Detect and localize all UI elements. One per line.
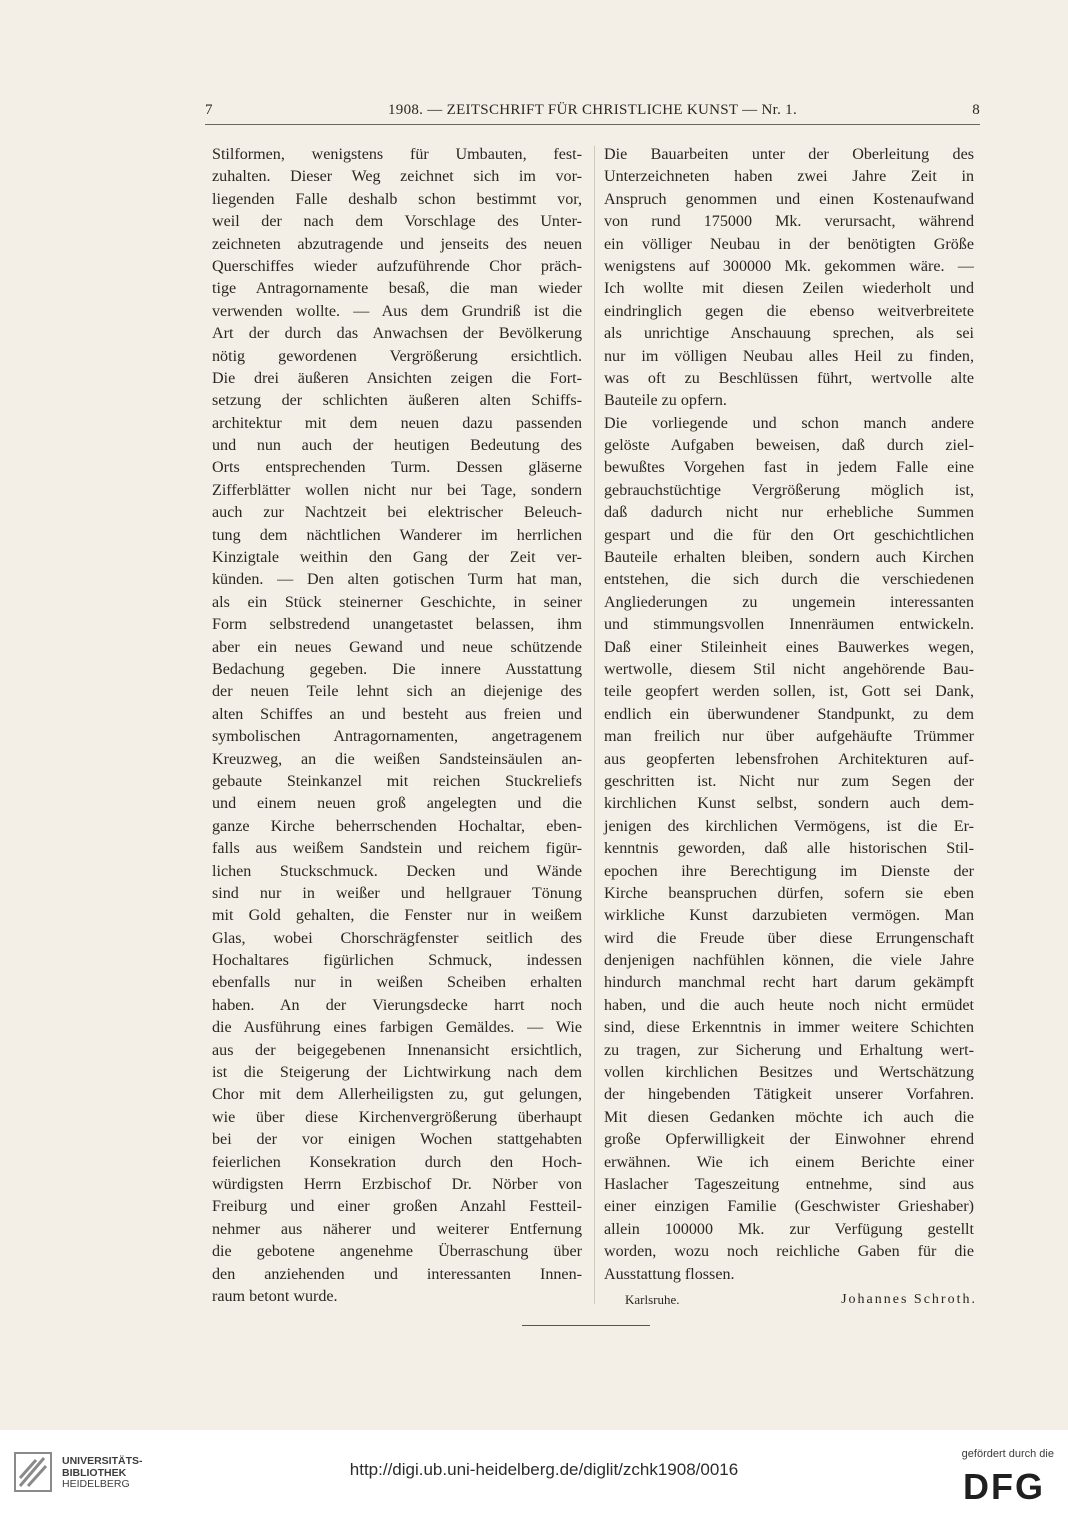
- left-column: [212, 144, 582, 1308]
- left-column-line: tige Antragornamente besaß, die man wieder: [212, 280, 582, 298]
- column-divider: [594, 146, 595, 1304]
- left-column-line: ist die Steigerung der Lichtwirkung nach dem: [212, 1064, 582, 1082]
- right-column-line: Bauteile zu opfern.: [604, 392, 727, 410]
- right-column-line: Kirche beanspruchen dürfen, sofern sie eben: [604, 884, 974, 902]
- right-column-line: Ich wollte mit diesen Zeilen wiederholt und: [604, 280, 974, 298]
- right-column-line: von rund 175000 Mk. verursacht, während: [604, 213, 974, 231]
- right-column-line: hindurch manchmal recht hart darum gekämpft: [604, 974, 974, 992]
- left-column-line: auch zur Nachtzeit bei elektrischer Beleuch-: [212, 504, 582, 522]
- right-column-line: Die Bauarbeiten unter der Oberleitung des: [604, 146, 974, 163]
- left-column-line: würdigsten Herrn Erzbischof Dr. Nörber von: [212, 1175, 582, 1193]
- left-column-line: die Ausführung eines farbigen Gemäldes. — Wie: [212, 1019, 582, 1037]
- right-column-line: was oft zu Beschlüssen führt, wertvolle alte: [604, 369, 974, 387]
- right-column-line: man freilich nur über aufgehäufte Trümmer: [604, 728, 974, 746]
- right-column-line: der hingebenden Tätigkeit unserer Vorfahren.: [604, 1086, 974, 1104]
- signature-place: Karlsruhe.: [625, 1292, 680, 1307]
- left-column-line: Die drei äußeren Ansichten zeigen die Fort-: [212, 369, 582, 387]
- left-column-line: Chor mit dem Allerheiligsten zu, gut gelungen,: [212, 1086, 582, 1104]
- right-column-line: Daß einer Stileinheit eines Bauwerkes wegen,: [604, 638, 974, 656]
- left-column-line: den anziehenden und interessanten Innen-: [212, 1265, 582, 1283]
- left-column-line: Form selbstredend unangetastet belassen, ihm: [212, 616, 582, 634]
- right-column-line: nur im völligen Neubau alles Heil zu finden,: [604, 347, 974, 365]
- left-column-line: die gebotene angenehme Überraschung über: [212, 1243, 582, 1261]
- left-column-line: feierlichen Konsekration durch den Hoch-: [212, 1153, 582, 1171]
- right-column-line: Bauteile erhalten bleiben, sondern auch Kirchen: [604, 549, 974, 567]
- right-column-line: gespart und die für den Ort geschichtlichen: [604, 526, 974, 544]
- left-column-line: wie über diese Kirchenvergrößerung überhaupt: [212, 1108, 582, 1126]
- left-column-line: lichen Stuckschmuck. Decken und Wände: [212, 862, 582, 880]
- left-column-line: nötig gewordenen Vergrößerung ersichtlich.: [212, 347, 582, 365]
- permalink-url[interactable]: http://digi.ub.uni-heidelberg.de/diglit/zchk1908/0016: [349, 1460, 739, 1479]
- right-column-line: teile geopfert werden sollen, ist, Gott sei Dank,: [604, 683, 974, 701]
- left-column-line: aus der beigegebenen Innenansicht ersichtlich,: [212, 1041, 582, 1059]
- left-column-line: setzung der schlichten äußeren alten Schiffs-: [212, 392, 582, 410]
- left-column-line: tung dem nächtlichen Wanderer im herrlichen: [212, 526, 582, 544]
- right-column-line: erwähnen. Wie ich einem Berichte einer: [604, 1153, 974, 1171]
- left-column-line: ebenfalls nur in weißen Scheiben erhalten: [212, 974, 582, 992]
- right-column-line: sind, diese Erkenntnis in immer weitere Schichten: [604, 1019, 974, 1037]
- running-header: [205, 102, 980, 122]
- left-column-line: und einem neuen groß angelegten und die: [212, 795, 582, 813]
- right-column-line: einer einzigen Familie (Geschwister Grieshaber): [604, 1198, 974, 1216]
- right-column-line: eindringlich gegen die ebenso weitverbreitete: [604, 302, 974, 320]
- left-column-line: Freiburg und einer großen Anzahl Festteil-: [212, 1198, 582, 1216]
- right-column-line: große Opferwilligkeit der Einwohner ehrend: [604, 1131, 974, 1149]
- right-column-line: wenigstens auf 300000 Mk. gekommen wäre. —: [604, 257, 974, 275]
- right-column-line: wertwolle, diesem Stil nicht angehörende Bau-: [604, 660, 974, 678]
- left-column-line: mit Gold gehalten, die Fenster nur in weißem: [212, 907, 582, 925]
- journal-title: 1908. — ZEITSCHRIFT FÜR CHRISTLICHE KUNST — Nr. 1.: [387, 102, 798, 118]
- left-column-line: architektur mit dem neuen dazu passenden: [212, 414, 582, 432]
- left-column-line: haben. An der Vierungsdecke harrt noch: [212, 996, 582, 1014]
- right-page-number: 8: [972, 102, 980, 118]
- header-rule: [205, 124, 980, 125]
- left-column-line: weil der nach dem Vorschlage des Unter-: [212, 213, 582, 231]
- dfg-logo: [952, 1468, 1056, 1504]
- right-column-line: Mit diesen Gedanken möchte ich auch die: [604, 1108, 974, 1126]
- left-column-line: der neuen Teile lehnt sich an diejenige des: [212, 683, 582, 701]
- left-column-line: Bedachung gegeben. Die innere Ausstattung: [212, 660, 582, 678]
- right-column-line: bewußtes Vorgehen fast in jedem Falle eine: [604, 459, 974, 477]
- left-column-line: Stilformen, wenigstens für Umbauten, fest-: [212, 146, 582, 163]
- right-column-line: Haslacher Tageszeitung entnehme, sind aus: [604, 1175, 974, 1193]
- right-column-line: aus geopferten lebensfrohen Architekturen auf-: [604, 750, 974, 768]
- left-column-line: Orts entsprechenden Turm. Dessen gläserne: [212, 459, 582, 477]
- right-column-line: worden, wozu noch reichliche Gaben für die: [604, 1243, 974, 1261]
- right-column-line: gebrauchstüchtige Vergrößerung möglich ist,: [604, 481, 974, 499]
- left-column-line: Kinzigtale weithin den Gang der Zeit ver-: [212, 549, 582, 567]
- left-column-line: liegenden Falle deshalb schon bestimmt vor,: [212, 190, 582, 208]
- left-column-line: Zifferblätter wollen nicht nur bei Tage, sondern: [212, 481, 582, 499]
- left-column-line: künden. — Den alten gotischen Turm hat man,: [212, 571, 582, 589]
- left-column-line: Hochaltares figürlichen Schmuck, indessen: [212, 952, 582, 970]
- right-column-line: haben, und die auch heute noch nicht ermüdet: [604, 996, 974, 1014]
- left-column-line: ganze Kirche beherrschenden Hochaltar, eben-: [212, 817, 582, 835]
- right-column-line: vollen kirchlichen Besitzes und Wertschätzung: [604, 1064, 974, 1082]
- library-line-1: UNIVERSITÄTS-: [62, 1455, 143, 1467]
- right-column-line: als unrichtige Anschauung sprechen, als sei: [604, 325, 974, 343]
- left-column-line: raum betont wurde.: [212, 1287, 338, 1305]
- left-column-line: als ein Stück steinerner Geschichte, in seiner: [212, 593, 582, 611]
- right-column-line: Die vorliegende und schon manch andere: [604, 414, 974, 432]
- right-column-line: wirkliche Kunst darzubieten vermögen. Man: [604, 907, 974, 925]
- right-column-line: kenntnis geworden, daß alle historischen Stil-: [604, 840, 974, 858]
- right-column-line: Ausstattung flossen.: [604, 1265, 735, 1283]
- left-column-line: zeichneten abzutragende und jenseits des neuen: [212, 235, 582, 253]
- right-column: [604, 144, 974, 1286]
- right-column-line: epochen ihre Berechtigung im Dienste der: [604, 862, 974, 880]
- left-column-line: und nun auch der heutigen Bedeutung des: [212, 437, 582, 455]
- right-column-line: jenigen des kirchlichen Vermögens, ist die Er-: [604, 817, 974, 835]
- right-column-line: Anspruch genommen und einen Kostenaufwand: [604, 190, 974, 208]
- left-column-line: symbolischen Antragornamenten, angetragenem: [212, 728, 582, 746]
- left-column-line: bei der vor einigen Wochen stattgehabten: [212, 1131, 582, 1149]
- right-column-line: geschritten ist. Nicht nur zum Segen der: [604, 772, 974, 790]
- right-column-line: allein 100000 Mk. zur Verfügung gestellt: [604, 1220, 974, 1238]
- library-line-2: BIBLIOTHEK: [62, 1466, 127, 1479]
- library-logo-icon: [14, 1452, 52, 1492]
- dfg-logo-text: DFG: [963, 1468, 1045, 1504]
- left-column-line: verwenden wollte. — Aus dem Grundriß ist die: [212, 302, 582, 320]
- right-column-line: und stimmungsvollen Innenräumen entwickeln.: [604, 616, 974, 634]
- left-column-line: gebaute Steinkanzel mit reichen Stuckreliefs: [212, 772, 582, 790]
- signature: [625, 1292, 977, 1312]
- left-column-line: zuhalten. Dieser Weg zeichnet sich im vor-: [212, 168, 582, 186]
- right-column-line: daß dadurch nicht nur erhebliche Summen: [604, 504, 974, 522]
- left-column-line: nehmer aus näherer und weiterer Entfernung: [212, 1220, 582, 1238]
- right-column-line: kirchlichen Kunst selbst, sondern auch dem-: [604, 795, 974, 813]
- right-column-line: gelöste Aufgaben beweisen, daß durch ziel-: [604, 437, 974, 455]
- right-column-line: endlich ein überwundener Standpunkt, zu dem: [604, 705, 974, 723]
- left-column-line: alten Schiffes an und besteht aus freien und: [212, 705, 582, 723]
- right-column-line: denjenigen nachfühlen können, die viele Jahre: [604, 952, 974, 970]
- library-line-3: HEIDELBERG: [62, 1478, 130, 1490]
- right-column-line: ein völliger Neubau in der benötigten Größe: [604, 235, 974, 253]
- left-column-line: aber ein neues Gewand und neue schützende: [212, 638, 582, 656]
- funding-caption: gefördert durch die: [961, 1448, 1054, 1460]
- left-column-line: Art der durch das Anwachsen der Bevölkerung: [212, 325, 582, 343]
- right-column-line: zu tragen, zur Sicherung und Erhaltung wert-: [604, 1041, 974, 1059]
- right-column-line: Angliederungen zu ungemein interessanten: [604, 593, 974, 611]
- library-name: [62, 1456, 182, 1491]
- left-column-line: sind nur in weißer und hellgrauer Tönung: [212, 884, 582, 902]
- left-page-number: 7: [205, 102, 213, 118]
- left-column-line: falls aus weißem Sandstein und reichem figür-: [212, 840, 582, 858]
- right-column-line: entstehen, die sich durch die verschiedenen: [604, 571, 974, 589]
- end-rule: [522, 1325, 650, 1326]
- left-column-line: Glas, wobei Chorschrägfenster seitlich des: [212, 929, 582, 947]
- right-column-line: wird die Freude über diese Errungenschaft: [604, 929, 974, 947]
- right-column-line: Unterzeichneten haben zwei Jahre Zeit in: [604, 168, 974, 186]
- left-column-line: Querschiffes wieder aufzuführende Chor präch-: [212, 257, 582, 275]
- signature-author: Johannes Schroth.: [841, 1292, 977, 1307]
- left-column-line: Kreuzweg, an die weißen Sandsteinsäulen an-: [212, 750, 582, 768]
